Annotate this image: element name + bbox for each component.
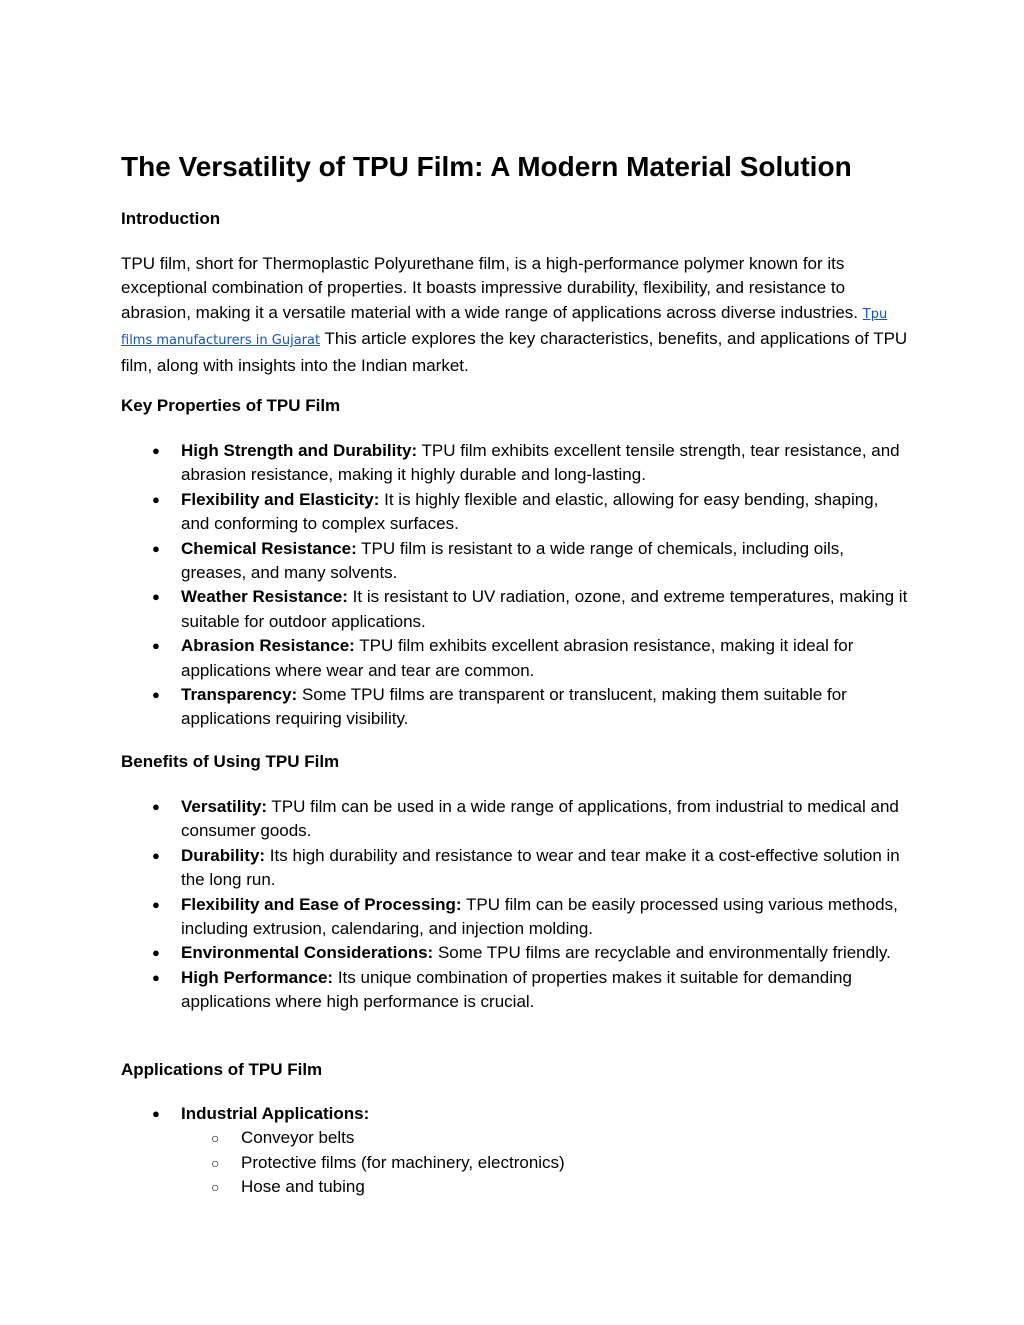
applications-list bbox=[121, 1102, 911, 1200]
bullet-icon: ● bbox=[152, 1106, 160, 1121]
sub-item-text: Protective films (for machinery, electronics) bbox=[241, 1152, 565, 1172]
list-item bbox=[121, 795, 911, 844]
list-item bbox=[121, 488, 911, 537]
list-item bbox=[121, 634, 911, 683]
item-text: Some TPU films are transparent or translucent, making them suitable for applications requiring visibility. bbox=[181, 685, 847, 729]
item-label: Chemical Resistance: bbox=[181, 538, 357, 558]
sub-list-item bbox=[181, 1175, 911, 1199]
item-text: TPU film exhibits excellent tensile strength, tear resistance, and abrasion resistance, making it highly durable and long-lasting. bbox=[181, 441, 900, 485]
bullet-icon: ● bbox=[152, 638, 160, 654]
intro-paragraph bbox=[121, 252, 911, 378]
sub-item-text: Conveyor belts bbox=[241, 1128, 355, 1148]
bullet-icon: ● bbox=[152, 896, 160, 912]
bullet-icon: ● bbox=[152, 847, 160, 863]
item-label: Environmental Considerations: bbox=[181, 943, 434, 963]
item-label: High Strength and Durability: bbox=[181, 441, 418, 460]
item-label: Flexibility and Ease of Processing: bbox=[181, 894, 462, 914]
circle-bullet-icon: ○ bbox=[211, 1179, 220, 1196]
intro-heading: Introduction bbox=[121, 209, 221, 228]
list-item bbox=[121, 585, 911, 634]
item-label: Flexibility and Elasticity: bbox=[181, 489, 380, 509]
item-text: Its high durability and resistance to wear and tear make it a cost-effective solution in the long run. bbox=[181, 845, 900, 890]
circle-bullet-icon: ○ bbox=[211, 1154, 220, 1171]
item-text: TPU film can be easily processed using various methods, including extrusion, calendaring, and injection molding. bbox=[181, 894, 898, 939]
bullet-icon: ● bbox=[152, 491, 160, 507]
manufacturers-link[interactable]: Tpu films manufacturers in Gujarat bbox=[121, 306, 888, 349]
intro-text-after-link: This article explores the key characteristics, benefits, and applications of TPU film, along with insights into the Indian market. bbox=[121, 329, 908, 375]
circle-bullet-icon: ○ bbox=[211, 1130, 220, 1147]
list-item bbox=[121, 893, 911, 942]
list-item bbox=[121, 439, 911, 488]
item-label: Industrial Applications: bbox=[181, 1104, 370, 1123]
bullet-icon: ● bbox=[152, 687, 160, 703]
benefits-heading: Benefits of Using TPU Film bbox=[121, 752, 340, 771]
item-text: TPU film is resistant to a wide range of chemicals, including oils, greases, and many solvents. bbox=[181, 538, 844, 583]
list-item bbox=[121, 537, 911, 586]
item-label: Durability: bbox=[181, 845, 266, 865]
benefits-list bbox=[121, 795, 911, 1015]
bullet-icon: ● bbox=[152, 589, 160, 605]
bullet-icon: ● bbox=[152, 540, 160, 556]
item-text: Its unique combination of properties makes it suitable for demanding applications where high performance is crucial. bbox=[181, 967, 852, 1012]
bullet-icon: ● bbox=[152, 443, 160, 458]
bullet-icon: ● bbox=[152, 799, 160, 814]
item-label: Versatility: bbox=[181, 797, 267, 816]
item-label: Abrasion Resistance: bbox=[181, 636, 355, 656]
intro-text-before-link: TPU film, short for Thermoplastic Polyurethane film, is a high-performance polymer known for its exceptional combination of properties. It boasts impressive durability, flexibility, and resistance to abrasion, making it a versatile material with a wide range of applications across diverse industries. bbox=[121, 254, 859, 322]
list-item bbox=[121, 844, 911, 893]
item-text: Some TPU films are recyclable and environmentally friendly. bbox=[437, 943, 891, 963]
item-text: It is highly flexible and elastic, allowing for easy bending, shaping, and conforming to complex surfaces. bbox=[181, 489, 879, 534]
properties-heading: Key Properties of TPU Film bbox=[121, 396, 341, 415]
document-title: The Versatility of TPU Film: A Modern Material Solution bbox=[121, 151, 852, 182]
bullet-icon: ● bbox=[152, 969, 160, 985]
sub-list-item bbox=[181, 1151, 911, 1175]
list-item bbox=[121, 1102, 911, 1200]
item-label: High Performance: bbox=[181, 967, 334, 987]
item-text: TPU film can be used in a wide range of applications, from industrial to medical and consumer goods. bbox=[181, 797, 899, 841]
item-text: It is resistant to UV radiation, ozone, and extreme temperatures, making it suitable for outdoor applications. bbox=[181, 587, 908, 631]
item-label: Weather Resistance: bbox=[181, 587, 348, 607]
list-item bbox=[121, 683, 911, 732]
industrial-sublist bbox=[181, 1126, 911, 1199]
item-label: Transparency: bbox=[181, 685, 298, 705]
applications-heading: Applications of TPU Film bbox=[121, 1060, 323, 1079]
sub-item-text: Hose and tubing bbox=[241, 1177, 365, 1197]
list-item bbox=[121, 966, 911, 1015]
list-item bbox=[121, 941, 911, 965]
bullet-icon: ● bbox=[152, 945, 160, 961]
properties-list bbox=[121, 439, 911, 732]
sub-list-item bbox=[181, 1126, 911, 1150]
item-text: TPU film exhibits excellent abrasion resistance, making it ideal for applications where wear and tear are common. bbox=[181, 636, 854, 680]
